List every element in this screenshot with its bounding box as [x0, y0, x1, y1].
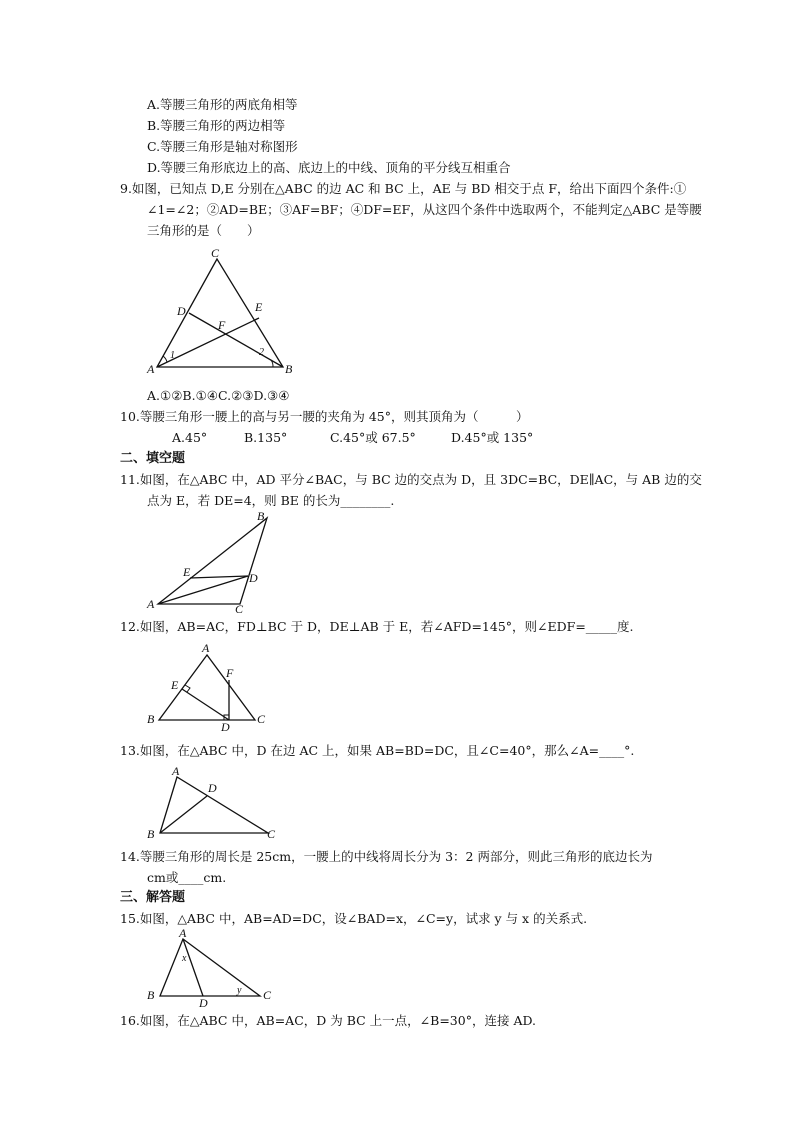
- q14-stem-line2: cm或____cm.: [147, 870, 227, 885]
- q15-figure: [145, 926, 280, 1010]
- q15-label-y: y: [237, 985, 242, 996]
- q9-label-e: E: [255, 300, 263, 314]
- q9-label-d: D: [177, 304, 186, 318]
- q9-label-1: 1: [170, 350, 175, 361]
- q11-segment-de: [190, 576, 248, 578]
- q9-label-c: C: [211, 246, 220, 260]
- q9-label-a: A: [147, 362, 155, 376]
- q11-label-c: C: [235, 602, 244, 616]
- q9-label-2: 2: [259, 347, 264, 358]
- q9-stem-line1: 9.如图，已知点 D,E 分别在△ABC 的边 AC 和 BC 上，AE 与 BD 相交于点 F，给出下面四个条件:①: [120, 181, 687, 196]
- q12-label-a: A: [202, 641, 210, 655]
- q9-options: A.①②B.①④C.②③D.③④: [147, 388, 290, 403]
- q9-stem-line2: ∠1=∠2；②AD=BE；③AF=BF；④DF=EF，从这四个条件中选取两个，不能判定△ABC 是等腰: [147, 202, 702, 217]
- q12-label-b: B: [147, 712, 155, 726]
- q15-label-c: C: [263, 988, 272, 1002]
- q9-label-b: B: [285, 362, 293, 376]
- q11-triangle: [158, 518, 267, 604]
- q13-figure: [145, 763, 280, 841]
- q10-stem: 10.等腰三角形一腰上的高与另一腰的夹角为 45°，则其顶角为（ ）: [120, 409, 529, 424]
- section-answer-title: 三、解答题: [120, 890, 186, 905]
- q11-label-a: A: [147, 597, 155, 611]
- q10-option-d: D.45°或 135°: [451, 430, 534, 445]
- q11-figure: [145, 509, 275, 616]
- q12-stem: 12.如图，AB=AC，FD⊥BC 于 D，DE⊥AB 于 E，若∠AFD=145°，则∠EDF=_____度.: [120, 619, 634, 634]
- q15-label-b: B: [147, 988, 155, 1002]
- q13-segment-bd: [160, 796, 207, 833]
- q15-label-d: D: [199, 996, 208, 1010]
- q15-triangle: [160, 939, 260, 996]
- section-fill-in-title: 二、填空题: [120, 451, 186, 466]
- q13-label-c: C: [267, 827, 276, 841]
- q9-segment-bd: [189, 313, 283, 367]
- q12-label-c: C: [257, 712, 266, 726]
- q11-label-b: B: [257, 509, 265, 523]
- q15-stem: 15.如图，△ABC 中，AB=AD=DC，设∠BAD=x，∠C=y，试求 y 与 x 的关系式.: [120, 911, 588, 926]
- q11-stem-line1: 11.如图，在△ABC 中，AD 平分∠BAC，与 BC 边的交点为 D，且 3DC=BC，DE∥AC，与 AB 边的交: [120, 472, 702, 487]
- q15-label-x: x: [182, 953, 187, 964]
- q9-stem-line3: 三角形的是（ ）: [147, 223, 260, 238]
- q8-option-a: A.等腰三角形的两底角相等: [147, 97, 298, 112]
- q9-figure: [145, 245, 305, 380]
- q8-option-b: B.等腰三角形的两边相等: [147, 118, 286, 133]
- q11-stem-line2: 点为 E，若 DE=4，则 BE 的长为________.: [147, 493, 395, 508]
- q9-label-f: F: [218, 318, 226, 332]
- q12-segment-de: [182, 689, 229, 720]
- q11-segment-ad: [158, 576, 248, 604]
- q13-label-a: A: [172, 764, 180, 778]
- q11-label-d: D: [249, 571, 258, 585]
- q12-label-d: D: [221, 720, 230, 734]
- q9-angle-1-arc: [163, 356, 167, 362]
- q16-stem: 16.如图，在△ABC 中，AB=AC，D 为 BC 上一点，∠B=30°，连接 AD.: [120, 1013, 537, 1028]
- q9-triangle: [157, 259, 283, 367]
- q10-option-b: B.135°: [244, 430, 288, 445]
- q13-label-b: B: [147, 827, 155, 841]
- q13-label-d: D: [208, 781, 217, 795]
- q8-option-c: C.等腰三角形是轴对称图形: [147, 139, 298, 154]
- q10-option-c: C.45°或 67.5°: [330, 430, 416, 445]
- q12-label-f: F: [226, 666, 234, 680]
- q10-option-a: A.45°: [172, 430, 208, 445]
- q11-label-e: E: [183, 565, 191, 579]
- q12-figure: [145, 640, 275, 734]
- q12-label-e: E: [171, 678, 179, 692]
- q15-segment-ad: [183, 939, 203, 996]
- q8-option-d: D.等腰三角形底边上的高、底边上的中线、顶角的平分线互相重合: [147, 160, 511, 175]
- q13-stem: 13.如图，在△ABC 中，D 在边 AC 上，如果 AB=BD=DC，且∠C=40°，那么∠A=____°.: [120, 743, 635, 758]
- q15-label-a: A: [179, 926, 187, 940]
- q14-stem-line1: 14.等腰三角形的周长是 25cm，一腰上的中线将周长分为 3：2 两部分，则此三角形的底边长为: [120, 849, 653, 864]
